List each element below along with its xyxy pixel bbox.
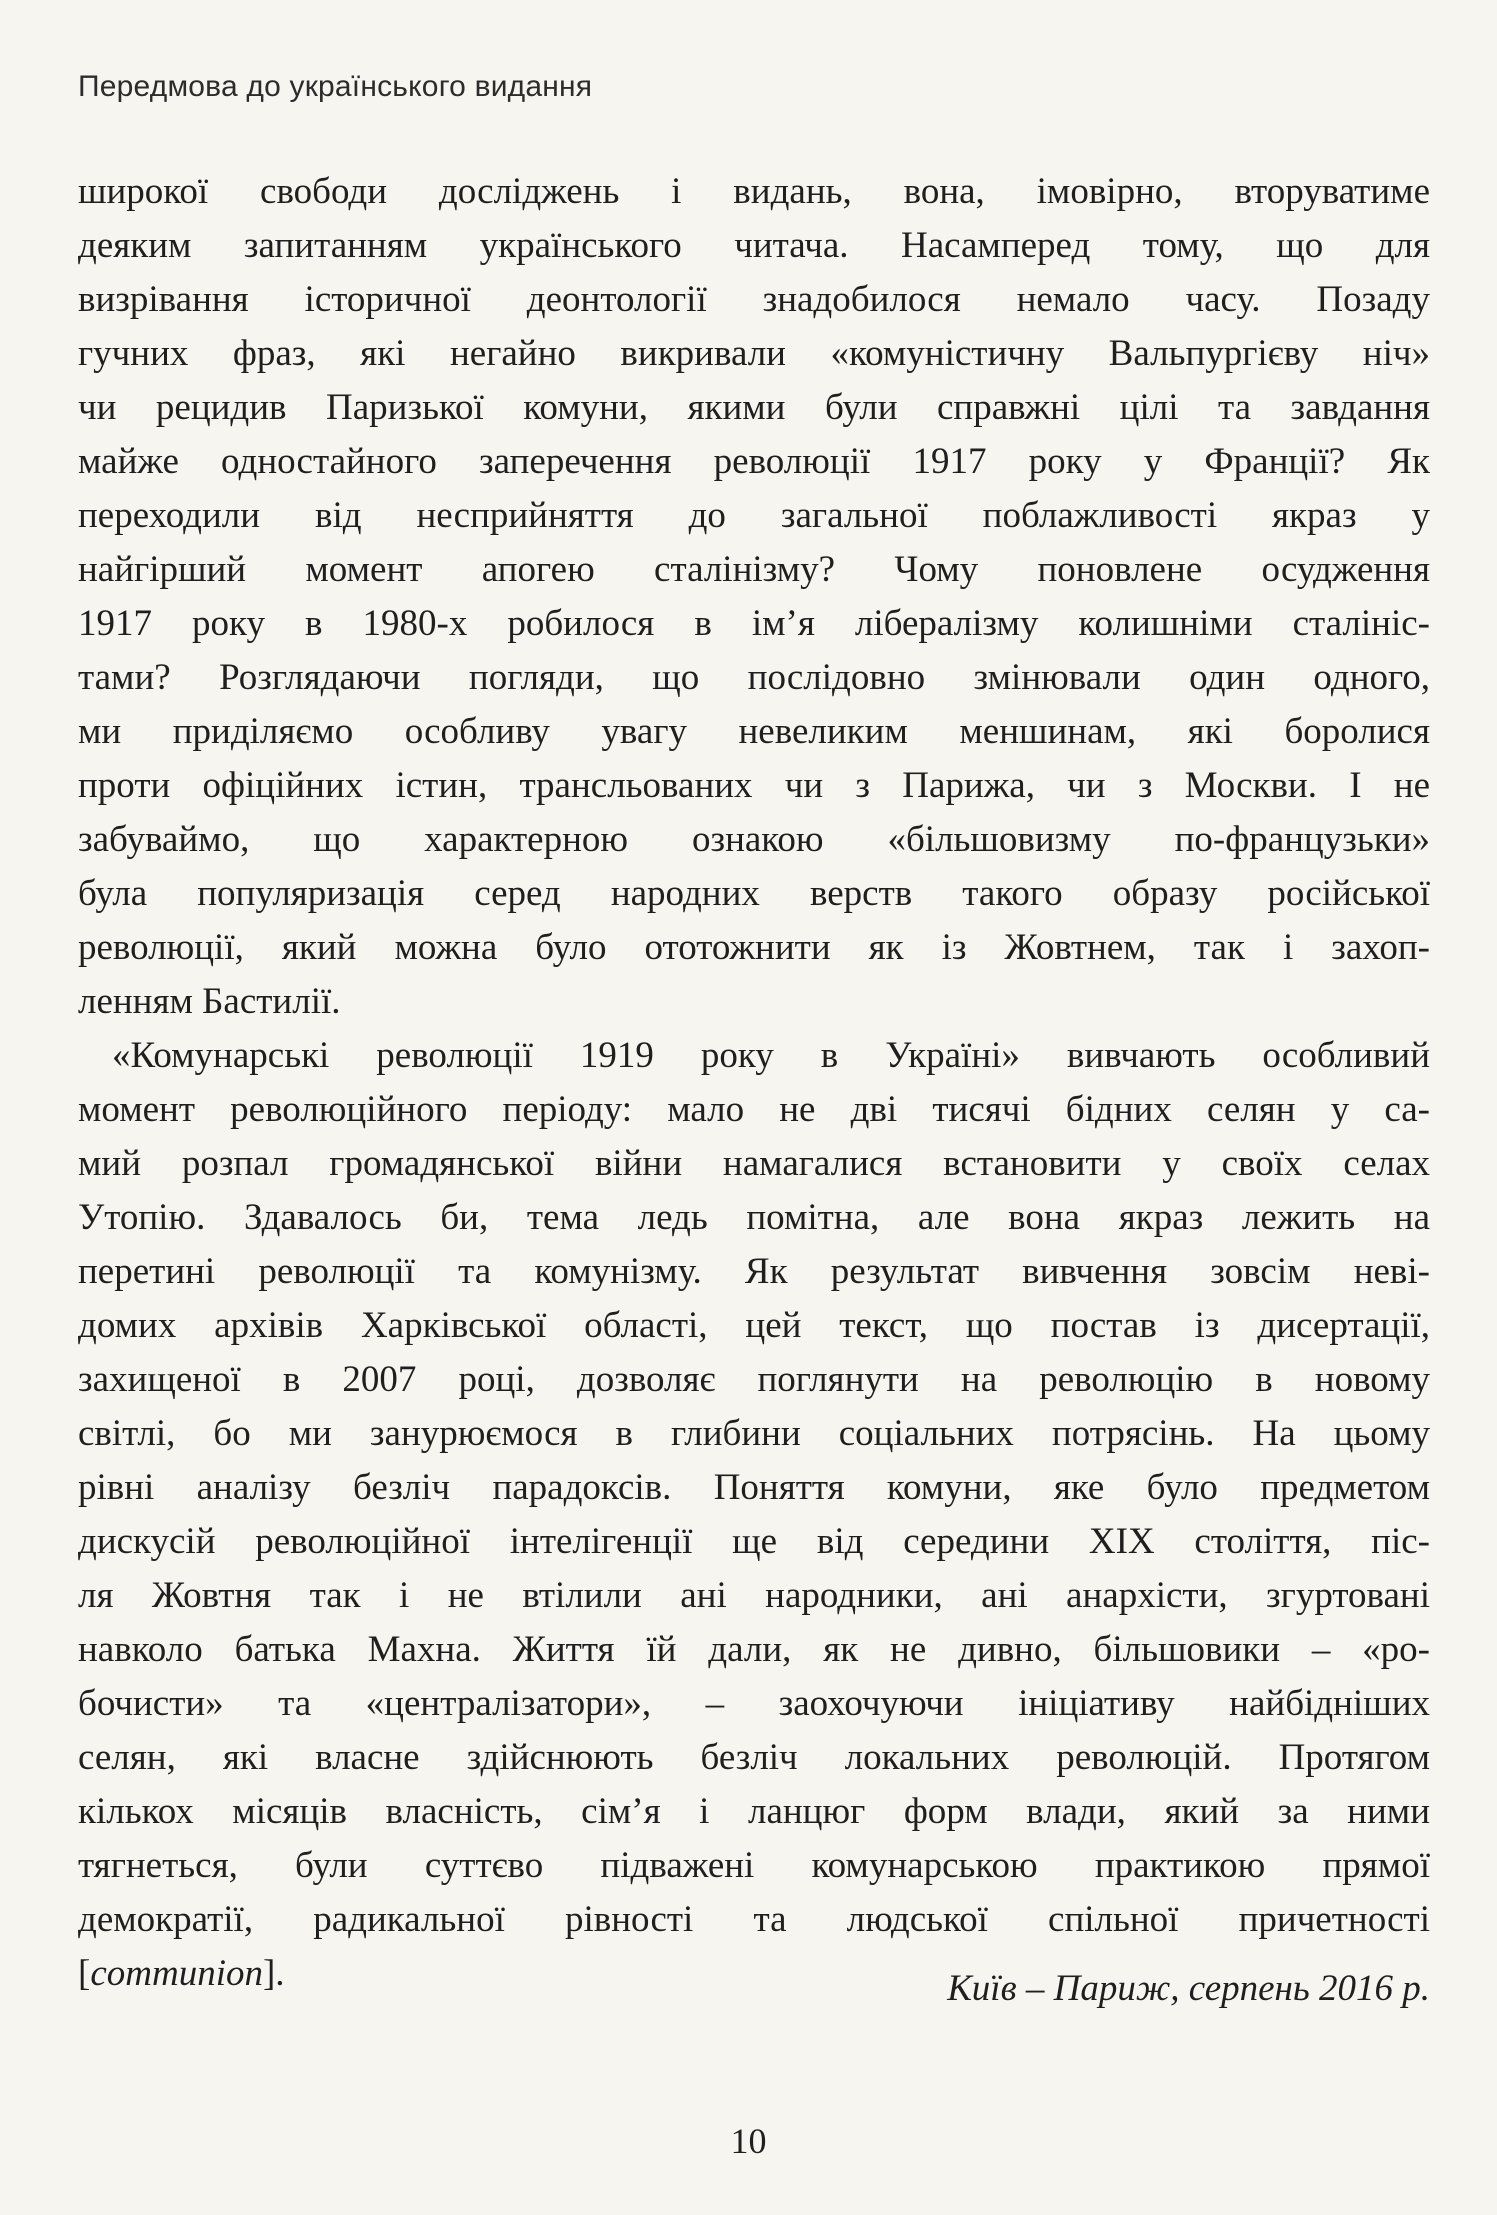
text-line: рівні аналізу безліч парадоксів. Поняття комуни, яке було предметом (78, 1467, 1430, 1508)
text-line: визрівання історичної деонтології знадобилося немало часу. Позаду (78, 279, 1430, 320)
text-line: деяким запитанням українського читача. Насамперед тому, що для (78, 225, 1430, 266)
text-line: мий розпал громадянської війни намагалися встановити у своїх селах (78, 1143, 1430, 1184)
text-line: кількох місяців власність, сім’я і ланцюг форм влади, який за ними (78, 1791, 1430, 1832)
text-line: ля Жовтня так і не втілили ані народники, ані анархісти, згуртовані (78, 1575, 1430, 1616)
text-line: ленням Бастилії. (78, 981, 341, 1022)
bracket-close: ]. (262, 1953, 285, 1994)
text-line: чи рецидив Паризької комуни, якими були справжні цілі та завдання (78, 387, 1430, 428)
text-line: революції, який можна було ототожнити як із Жовтнем, так і захоп- (78, 927, 1430, 968)
text-line: гучних фраз, які негайно викривали «комуністичну Вальпургієву ніч» (78, 333, 1430, 374)
text-line: майже одностайного заперечення революції 1917 року у Франції? Як (78, 441, 1430, 482)
text-line: Утопію. Здавалось би, тема ледь помітна, але вона якраз лежить на (78, 1197, 1430, 1238)
text-line: широкої свободи досліджень і видань, вона, імовірно, вторуватиме (78, 171, 1430, 212)
bracket-open: [ (78, 1953, 91, 1994)
text-line: перетині революції та комунізму. Як результат вивчення зовсім неві- (78, 1251, 1430, 1292)
running-header: Передмова до українського видання (78, 70, 593, 103)
body-text (78, 165, 1430, 2001)
text-line: демократії, радикальної рівності та людської спільної причетності (78, 1899, 1430, 1940)
italic-term: communion (90, 1953, 263, 1994)
text-line: 1917 року в 1980-х робилося в ім’я лібералізму колишніми сталініс- (78, 603, 1430, 644)
text-line: захищеної в 2007 році, дозволяє поглянути на революцію в новому (78, 1359, 1430, 1400)
text-line: забуваймо, що характерною ознакою «більшовизму по-французьки» (78, 819, 1430, 860)
text-line: тами? Розглядаючи погляди, що послідовно змінювали один одного, (78, 657, 1430, 698)
place-date-signature: Київ – Париж, серпень 2016 р. (947, 1968, 1430, 2009)
text-line: бочисти» та «централізатори», – заохочуючи ініціативу найбідніших (78, 1683, 1430, 1724)
page-number: 10 (730, 2121, 767, 2161)
text-line: дискусій революційної інтелігенції ще від середини XIX століття, піс- (78, 1521, 1430, 1562)
text-line: найгірший момент апогею сталінізму? Чому поновлене осудження (78, 549, 1430, 590)
paragraph-first-line: «Комунарські революції 1919 року в Україні» вивчають особливий (112, 1035, 1430, 1076)
text-line: була популяризація серед народних верств такого образу російської (78, 873, 1430, 914)
text-line: селян, які власне здійснюють безліч локальних революцій. Протягом (78, 1737, 1430, 1778)
text-line: момент революційного періоду: мало не дві тисячі бідних селян у са- (78, 1089, 1430, 1130)
text-line: тягнеться, були суттєво підважені комунарською практикою прямої (78, 1845, 1430, 1886)
text-line: світлі, бо ми занурюємося в глибини соціальних потрясінь. На цьому (78, 1413, 1430, 1454)
text-line: проти офіційних істин, трансльованих чи з Парижа, чи з Москви. І не (78, 765, 1430, 806)
text-line: переходили від несприйняття до загальної поблажливості якраз у (78, 495, 1430, 536)
text-line: навколо батька Махна. Життя їй дали, як не дивно, більшовики – «ро- (78, 1629, 1430, 1670)
text-line: ми приділяємо особливу увагу невеликим меншинам, які боролися (78, 711, 1430, 752)
text-line: домих архівів Харківської області, цей текст, що постав із дисертації, (78, 1305, 1430, 1346)
